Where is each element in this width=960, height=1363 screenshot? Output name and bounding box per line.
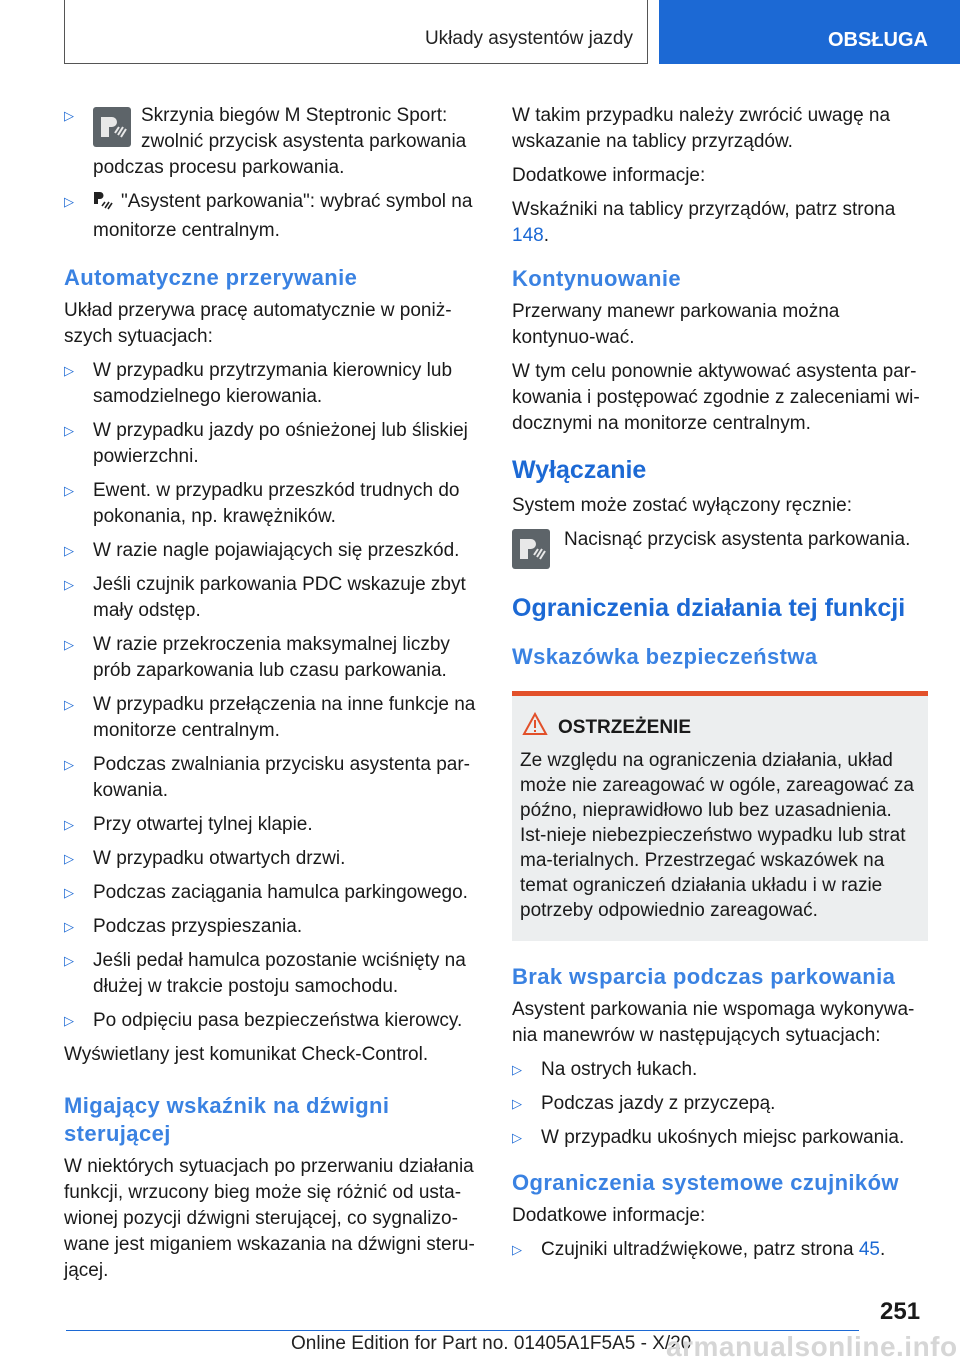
- list-item: [64, 189, 478, 244]
- list-item-text: W przypadku otwartych drzwi.: [93, 848, 346, 869]
- list-item-text: Podczas jazdy z przyczepą.: [541, 1093, 776, 1114]
- list-item-text: W razie przekroczenia maksymalnej liczby prób zaparkowania lub czasu parkowania.: [93, 634, 450, 681]
- list-item: [64, 1008, 478, 1034]
- bullet-triangle-icon: ▷: [64, 757, 74, 772]
- page-number: 251: [880, 1298, 921, 1325]
- list-item: [64, 846, 478, 872]
- heading-automatic-interruption: Automatyczne przerywanie: [64, 265, 358, 290]
- list-item: [64, 692, 478, 744]
- bullet-triangle-icon: ▷: [64, 543, 74, 558]
- list-item-text: "Asystent parkowania": wybrać symbol na monitorze centralnym.: [93, 191, 473, 241]
- paragraph: W tym celu ponownie aktywować asystenta par-kowania i postępować zgodnie z zaleceniami wi-docznymi na monitorze centralnym.: [512, 361, 920, 434]
- right-column: [512, 103, 928, 1271]
- list-item: [64, 418, 478, 470]
- list-item-text: W przypadku przełączenia na inne funkcje na monitorze centralnym.: [93, 694, 476, 741]
- list-item-text: Jeśli czujnik parkowania PDC wskazuje zbyt mały odstęp.: [93, 574, 466, 621]
- list-item: [512, 1237, 928, 1263]
- page-link-148[interactable]: 148: [512, 225, 544, 246]
- list-item-text: W przypadku ukośnych miejsc parkowania.: [541, 1127, 905, 1148]
- list-item: [512, 1057, 928, 1083]
- paragraph: Wyświetlany jest komunikat Check-Control.: [64, 1044, 429, 1065]
- no-support-list: [512, 1057, 928, 1151]
- list-item: [512, 1091, 928, 1117]
- bullet-triangle-icon: ▷: [64, 697, 74, 712]
- press-button-row: [512, 527, 928, 571]
- interruption-list: [64, 358, 478, 1034]
- heading-switch-off: Wyłączanie: [512, 456, 647, 484]
- footer-edition: Online Edition for Part no. 01405A1F5A5 - X/20: [291, 1333, 692, 1354]
- bullet-triangle-icon: ▷: [512, 1062, 522, 1077]
- list-item: [64, 478, 478, 530]
- header-section-box: [64, 0, 648, 64]
- paragraph: System może zostać wyłączony ręcznie:: [512, 495, 853, 516]
- page-link-45[interactable]: 45: [858, 1239, 880, 1260]
- list-item: [64, 812, 478, 838]
- list-item-text: .: [880, 1239, 886, 1260]
- warning-title-text: OSTRZEŻENIE: [558, 717, 692, 738]
- heading-no-support: Brak wsparcia podczas parkowania: [512, 964, 896, 989]
- park-assist-symbol-icon: [93, 190, 115, 218]
- list-item: [64, 914, 478, 940]
- bullet-triangle-icon: ▷: [64, 483, 74, 498]
- list-item-text: Podczas przyspieszania.: [93, 916, 303, 937]
- heading-function-limits: Ograniczenia działania tej funkcji: [512, 594, 906, 622]
- bullet-triangle-icon: ▷: [512, 1096, 522, 1111]
- list-item: [64, 752, 478, 804]
- list-item-text: Podczas zaciągania hamulca parkingowego.: [93, 882, 468, 903]
- warning-text: Ze względu na ograniczenia działania, układ może nie zareagować w ogóle, zareagować za późno, nieprawidłowo lub bez uzasadnienia. Ist-nieje niebezpieczeństwo wypadku lub strat ma-terialnych. Przestrzegać wskazówek na temat ograniczeń działania układu i w razie potrzeby odpowiednio zareagować.: [520, 750, 914, 921]
- bullet-triangle-icon: ▷: [64, 851, 74, 866]
- list-item-text: W razie nagle pojawiających się przeszkód.: [93, 540, 460, 561]
- list-item: [64, 103, 478, 181]
- list-item-text: Czujniki ultradźwiękowe, patrz strona: [541, 1239, 859, 1260]
- park-assist-button-icon: [93, 107, 131, 147]
- list-item-text: W przypadku jazdy po ośnieżonej lub śliskiej powierzchni.: [93, 420, 468, 467]
- left-column: [64, 103, 478, 1292]
- list-item: [64, 948, 478, 1000]
- warning-triangle-icon: [522, 712, 548, 736]
- warning-title: [520, 716, 920, 740]
- list-item-text: Na ostrych łukach.: [541, 1059, 698, 1080]
- bullet-triangle-icon: ▷: [64, 577, 74, 592]
- bullet-triangle-icon: ▷: [64, 423, 74, 438]
- list-item: [512, 1125, 928, 1151]
- list-item-text: W przypadku przytrzymania kierownicy lub samodzielnego kierowania.: [93, 360, 453, 407]
- header-chapter-title: OBSŁUGA: [828, 29, 928, 51]
- paragraph: Asystent parkowania nie wspomaga wykonywa-nia manewrów w następujących sytuacjach:: [512, 999, 915, 1046]
- bullet-triangle-icon: ▷: [64, 363, 74, 378]
- bullet-triangle-icon: ▷: [64, 919, 74, 934]
- paragraph: Przerwany manewr parkowania można kontynuo-wać.: [512, 301, 840, 348]
- list-item: [64, 538, 478, 564]
- header-section-title: Układy asystentów jazdy: [424, 28, 633, 49]
- bullet-triangle-icon: ▷: [512, 1130, 522, 1145]
- paragraph: W takim przypadku należy zwrócić uwagę na wskazanie na tablicy przyrządów.: [512, 105, 891, 152]
- list-item-text: Skrzynia biegów M Steptronic Sport: zwolnić przycisk asystenta parkowania podczas procesu parkowania.: [93, 105, 467, 178]
- watermark: armanualsonline.info: [666, 1331, 958, 1362]
- bullet-triangle-icon: ▷: [64, 637, 74, 652]
- heading-continue: Kontynuowanie: [512, 266, 681, 291]
- list-item: [64, 358, 478, 410]
- bullet-triangle-icon: ▷: [64, 817, 74, 832]
- list-item-text: Podczas zwalniania przycisku asystenta par-kowania.: [93, 754, 471, 801]
- paragraph: W niektórych sytuacjach po przerwaniu działania funkcji, wrzucony bieg może się różnić od usta-wionej pozycji dźwigni sterującej, co sygnalizo-wane jest miganiem wskazania na dźwigni steru-jącej.: [64, 1156, 475, 1281]
- warning-box: [512, 691, 928, 941]
- paragraph-text: .: [543, 225, 549, 246]
- list-item: [64, 572, 478, 624]
- header-chapter-tab: [659, 0, 960, 64]
- list-item-text: Jeśli pedał hamulca pozostanie wciśnięty na dłużej w trakcie postoju samochodu.: [93, 950, 466, 997]
- heading-blinking-indicator: Migający wskaźnik na dźwigni sterującej: [64, 1093, 390, 1146]
- bullet-triangle-icon: ▷: [512, 1242, 522, 1257]
- heading-sensor-limits: Ograniczenia systemowe czujników: [512, 1170, 899, 1195]
- list-item: [64, 632, 478, 684]
- bullet-triangle-icon: ▷: [64, 108, 74, 123]
- park-assist-button-icon: [512, 529, 550, 569]
- paragraph-text: Wskaźniki na tablicy przyrządów, patrz strona: [512, 199, 896, 220]
- bullet-triangle-icon: ▷: [64, 194, 74, 209]
- list-item-text: Przy otwartej tylnej klapie.: [93, 814, 313, 835]
- bullet-triangle-icon: ▷: [64, 1013, 74, 1028]
- paragraph: Układ przerywa pracę automatycznie w poniż-szych sytuacjach:: [64, 300, 452, 347]
- bullet-triangle-icon: ▷: [64, 953, 74, 968]
- list-item-text: Ewent. w przypadku przeszkód trudnych do pokonania, np. krawężników.: [93, 480, 460, 527]
- paragraph: Dodatkowe informacje:: [512, 165, 706, 186]
- list-item-text: Po odpięciu pasa bezpieczeństwa kierowcy.: [93, 1010, 463, 1031]
- list-item: [64, 880, 478, 906]
- paragraph: [512, 197, 928, 249]
- paragraph: Nacisnąć przycisk asystenta parkowania.: [564, 529, 911, 550]
- bullet-triangle-icon: ▷: [64, 885, 74, 900]
- heading-safety-note: Wskazówka bezpieczeństwa: [512, 644, 818, 669]
- paragraph: Dodatkowe informacje:: [512, 1205, 706, 1226]
